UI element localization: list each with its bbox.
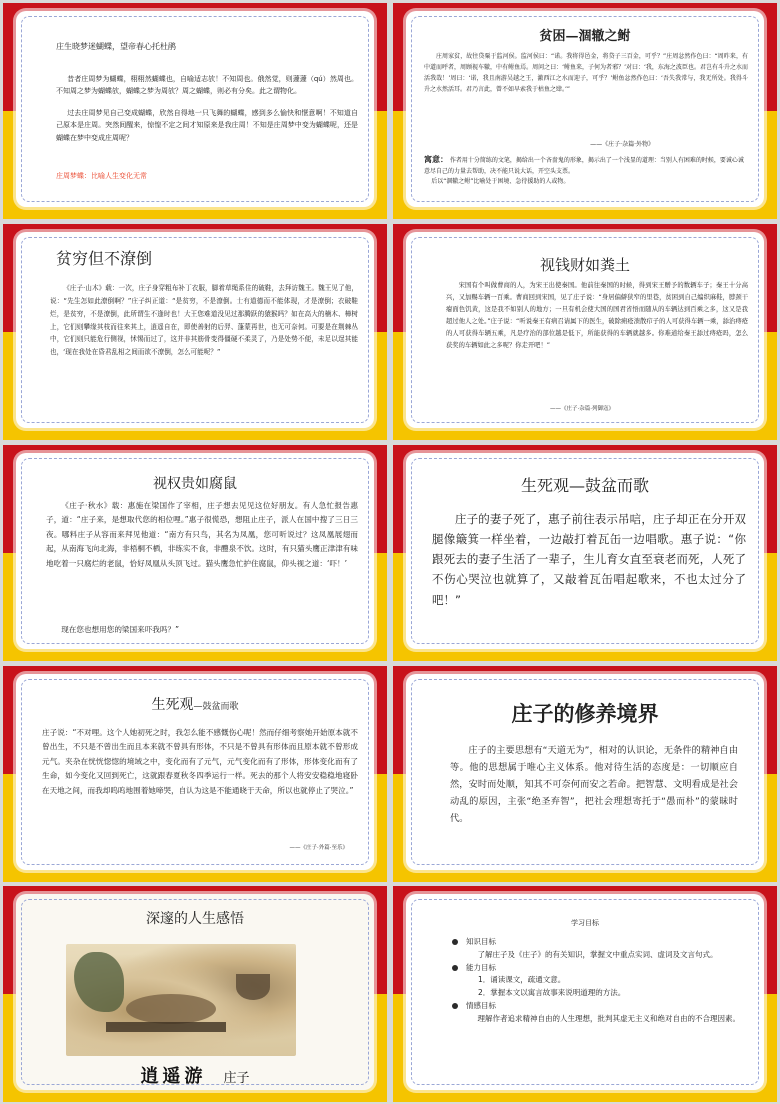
painting-vessel <box>236 974 270 1000</box>
slide-1[interactable] <box>3 3 387 219</box>
slide-card <box>16 894 374 1090</box>
slide-card <box>406 453 764 649</box>
moral-text-2: 后以“涸辙之鲋”比喻处于困境、急待援助的人或物。 <box>431 177 570 185</box>
slide-title: 学习目标 <box>571 919 599 927</box>
slide-title <box>16 694 374 714</box>
title-sub: —鼓盆而歌 <box>569 476 650 495</box>
goal-title: 知识目标 <box>466 937 496 946</box>
goals-list <box>452 936 740 1025</box>
title-main: 生死观 <box>151 697 194 713</box>
slide-title: 深邃的人生感悟 <box>146 911 244 927</box>
goal-text: 理解作者追求精神自由的人生理想，批判其虚无主义和绝对自由的不合理因素。 <box>477 1013 740 1023</box>
slide-paragraph: 庄周家贫，故往贷粟于监河侯。监河侯曰：“诺。我将得邑金，将贷子三百金，可乎？”庄周忿然作色曰：“周昨来，有中道而呼者，周顾视车辙，中有鲋鱼焉。周问之曰：‘鲋鱼来，子何为者邪？’对曰：‘我，东海之波臣也。君岂有斗升之水而活我哉！’周曰：‘诺，我且南游吴越之王，激西江之水而迎子，可乎？’鲋鱼忿然作色曰：‘吾失我常与，我无所处。我得斗升之水然活耳。君乃言此，曾不如早索我于枯鱼之肆。’” <box>424 53 748 94</box>
slide-8[interactable] <box>393 666 777 882</box>
moral-label: 寓意： <box>424 155 448 164</box>
slide-4[interactable] <box>393 224 777 440</box>
goal-title: 能力目标 <box>466 962 496 972</box>
slide-paragraph: 昔者庄周梦为蝴蝶，栩栩然蝴蝶也，自喻适志欤！不知周也。俄然觉，则蘧蘧（qú）然周也。不知周之梦为蝴蝶欤，蝴蝶之梦为周欤？周之蝴蝶，则必有分矣。此之谓物化。 <box>56 75 358 96</box>
moral-block <box>424 153 748 187</box>
slide-paragraph: 庄子的主要思想有“天道无为”，相对的认识论，无条件的精神自由等。他的思想属于唯心主义体系。他对待生活的态度是：一切顺应自然，安时而处顺，知其不可奈何而安之若命。把智慧、文明看成是社会动乱的原因，主张“绝圣弃智”，把社会理想寄托于“愚而朴”的蒙昧时代。 <box>450 745 738 825</box>
slide-title: 庄生晓梦迷蝴蝶，望帝春心托杜鹃 <box>56 42 176 51</box>
slide-card <box>406 894 764 1090</box>
slide-card <box>16 674 374 870</box>
slide-title: 庄子的修养境界 <box>511 701 659 726</box>
slide-paragraph: 宋国有个叫做曹商的人，为宋王出使秦国。他前往秦国的时候，得到宋王赠予的数辆车子；秦王十分高兴，又加赐车辆一百乘。曹商回到宋国，见了庄子说：“身居偏僻狭窄的里巷，贫困到自己编织麻鞋，脖颈干瘪面色饥黄，这是我不如别人的地方；一旦有机会使大国的国君省悟而随从的车辆达到百乘之多，这又是我超过他人之处。”庄子说：“听说秦王有病召请属下的医生，破除痈疮溃散疖子的人可获得车辆一乘，舔治痔疮的人可获得车辆五乘，凡是疗治的部位越是低下，所能获得的车辆就越多。你难道给秦王舔过痔疮吗，怎么获奖的车辆如此之多呢？你走开吧！” <box>446 282 748 349</box>
title-main: 生死观 <box>520 476 569 495</box>
slide-card <box>406 232 764 428</box>
landscape-painting <box>66 944 296 1056</box>
goal-text: 了解庄子及《庄子》的有关知识，掌握文中重点实词、虚词及文言句式。 <box>477 949 718 959</box>
slide-paragraph: 《庄子·秋水》载：惠施在梁国作了宰相，庄子想去见见这位好朋友。有人急忙报告惠子，道：“庄子来，是想取代您的相位哩。”惠子很慌恐，想阻止庄子，派人在国中搜了三日三夜。哪料庄子从容而来拜见他道：“南方有只鸟，其名为凤凰，您可听说过？这凤凰展翅而起，从南海飞向北海，非梧桐不栖，非练实不食，非醴泉不饮。这时，有只猫头鹰正津津有味地吃着一只腐烂的老鼠，恰好凤凰从头顶飞过。猫头鹰急忙护住腐鼠，仰头视之道：‘吓！’ <box>46 501 358 568</box>
painting-tree <box>74 952 124 1012</box>
moral-text: 作者用十分简练的文笔，揭给出一个吝啬鬼的形象，揭示出了一个浅显的道理：当别人有困难的时候，要诚心诚意尽自己的力量去帮助，决不能只说大话，开空头支票。 <box>424 157 744 175</box>
slide-card <box>406 11 764 207</box>
book-title-line <box>16 1062 374 1088</box>
title-sub: —鼓盆而歌 <box>193 702 239 712</box>
slide-7[interactable] <box>3 666 387 882</box>
slide-5[interactable] <box>3 445 387 661</box>
painting-reclining-figure <box>126 994 216 1024</box>
slide-paragraph: 《庄子·山木》载：一次，庄子身穿粗布补丁衣服，脚着草绳系住的破鞋，去拜访魏王。魏王见了他，说：“先生怎如此潦倒啊？”庄子纠正道：“是贫穷，不是潦倒。士有道德而不能体现，才是潦倒；衣破鞋烂，是贫穷，不是潦倒，此所谓生不逢时也！大王您难道没见过那腾跃的猿猴吗？如在高大的楠木、樟树上，它们则攀缘其枝而往来其上，逍遥自在，即使善射的后羿、蓬蒙再世，也无可奈何。可要是在荆棘丛中，它们则只能危行侧视，怵惕而过了，这并非其筋骨变得僵硬不柔灵了，乃是处势不便，未足以逞其能也，‘现在我处在昏君乱相之间而欲不潦倒，怎么可能呢？” <box>50 284 358 357</box>
bullet-icon <box>452 1003 458 1009</box>
book-author: 庄子 <box>223 1071 250 1086</box>
slide-note: 庄周梦蝶：比喻人生变化无常 <box>56 172 147 180</box>
bullet-icon <box>452 965 458 971</box>
slide-title: 视钱财如粪土 <box>539 256 630 274</box>
slide-paragraph: 过去庄周梦见自己变成蝴蝶，欣然自得地一只飞舞的蝴蝶，感到多么愉快和惬意啊！不知道自己原本是庄周。突然间醒来，惊惶不定之间才知原来是我庄周！不知是庄周梦中变为蝴蝶呢，还是蝴蝶在梦中变成庄周呢？ <box>56 109 358 142</box>
slide-paragraph: 庄子说：“不对哩。这个人她初死之时，我怎么能不感慨伤心呢！然而仔细考察她开始原本就不曾出生，不只是不曾出生而且本来就不曾具有形体，不只是不曾具有形体而且原本就不曾形成元气。夹杂在恍恍惚惚的境域之中，变化而有了元气，元气变化而有了形体，形体变化而有了生命，如今变化又回到死亡，这就跟春夏秋冬四季运行一样。死去的那个人将安安稳稳地寝卧在天地之间，而我却呜呜地围着她啼哭，自认为这是不能通晓于天命，所以也就停止了哭泣。” <box>42 728 358 795</box>
slide-title <box>406 473 764 496</box>
bullet-icon <box>452 939 458 945</box>
goal-item: 2．掌握本文以寓言故事来说明道理的方法。 <box>478 988 626 997</box>
book-title: 逍遥游 <box>140 1066 207 1087</box>
slide-paragraph: 现在您也想用您的梁国来吓我吗？” <box>61 625 180 634</box>
slide-card <box>16 453 374 649</box>
source-citation: ——《庄子·外篇·至乐》 <box>289 845 348 851</box>
slide-paragraph: 庄子的妻子死了，惠子前往表示吊唁，庄子却正在分开双腿像簸箕一样坐着，一边敲打着瓦缶一边唱歌。惠子说：“你跟死去的妻子生活了一辈子，生儿育女直至衰老而死，人死了不伤心哭泣也就算了，又敲着瓦缶唱起歌来，不也太过分了吧！” <box>432 512 746 607</box>
slide-10[interactable] <box>393 886 777 1102</box>
goal-item: 1．诵读课文，疏通文意。 <box>478 975 566 985</box>
slide-9[interactable] <box>3 886 387 1102</box>
source-citation: ——《庄子·杂篇·外物》 <box>590 141 654 148</box>
slide-title: 贫困—涸辙之鲋 <box>539 29 631 44</box>
slide-card <box>406 674 764 870</box>
goal-ability <box>452 962 740 975</box>
goal-knowledge <box>452 936 740 949</box>
goal-title: 情感目标 <box>466 1000 496 1010</box>
slide-6[interactable] <box>393 445 777 661</box>
source-citation: ——《庄子·杂篇·列御寇》 <box>550 406 614 412</box>
painting-couch <box>106 1022 226 1032</box>
slide-card <box>16 232 374 428</box>
slide-3[interactable] <box>3 224 387 440</box>
slide-title: 视权贵如腐鼠 <box>153 476 237 492</box>
slide-title: 贫穷但不潦倒 <box>56 249 153 268</box>
slide-card <box>16 11 374 207</box>
slide-2[interactable] <box>393 3 777 219</box>
goal-emotion <box>452 1000 740 1013</box>
